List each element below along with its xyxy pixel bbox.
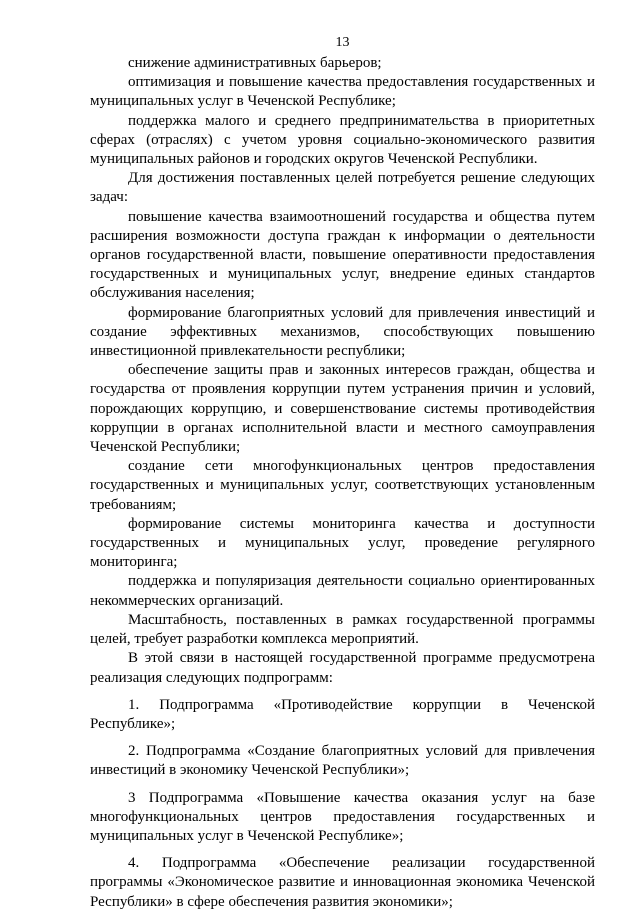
paragraph: обеспечение защиты прав и законных интересов граждан, общества и государства от проявления коррупции путем устранения причин и условий, порождающих коррупцию, и совершенствование системы противодействия коррупции в органах исполнительной власти и местного самоуправления Чеченской Республики; [90,362,595,456]
paragraph: поддержка и популяризация деятельности социально ориентированных некоммерческих организаций. [90,573,595,609]
paragraph: В этой связи в настоящей государственной программе предусмотрена реализация следующих подпрограмм: [90,650,595,686]
subprogram-item: 2. Подпрограмма «Создание благоприятных условий для привлечения инвестиций в экономику Чеченской Республики»; [90,743,595,779]
subprogram-item: 1. Подпрограмма «Противодействие коррупции в Чеченской Республике»; [90,696,595,732]
paragraph: Для достижения поставленных целей потребуется решение следующих задач: [90,170,595,206]
subprogram-item: 3 Подпрограмма «Повышение качества оказания услуг на базе многофункциональных центров предоставления государственных и муниципальных услуг в Чеченской Республике»; [90,789,595,844]
paragraph: Масштабность, поставленных в рамках государственной программы целей, требует разработки комплекса мероприятий. [90,611,595,648]
paragraph: повышение качества взаимоотношений государства и общества путем расширения возможности доступа граждан к информации о деятельности органов государственной власти, повышение оперативности предоставления государственных и муниципальных услуг, внедрение единых стандартов обслуживания населения; [90,208,595,302]
paragraph: поддержка малого и среднего предпринимательства в приоритетных сферах (отраслях) с учетом уровня социально-экономического развития муниципальных районов и городских округов Чеченской Республики. [90,112,595,168]
subprogram-item: 4. Подпрограмма «Обеспечение реализации государственной программы «Экономическое развитие и инновационная экономика Чеченской Республики» в сфере обеспечения развития экономики»; [90,855,595,910]
paragraph: снижение административных барьеров; [128,55,382,71]
paragraph: формирование системы мониторинга качества и доступности государственных и муниципальных услуг, проведение регулярного мониторинга; [90,515,595,571]
paragraph: формирование благоприятных условий для привлечения инвестиций и создание эффективных механизмов, способствующих повышению инвестиционной привлекательности республики; [90,304,595,360]
paragraph: создание сети многофункциональных центров предоставления государственных и муниципальных услуг, соответствующих установленным требованиям; [90,458,595,513]
paragraph: оптимизация и повышение качества предоставления государственных и муниципальных услуг в Чеченской Республике; [90,74,595,110]
page-number: 13 [335,35,350,50]
document-page [90,34,595,912]
